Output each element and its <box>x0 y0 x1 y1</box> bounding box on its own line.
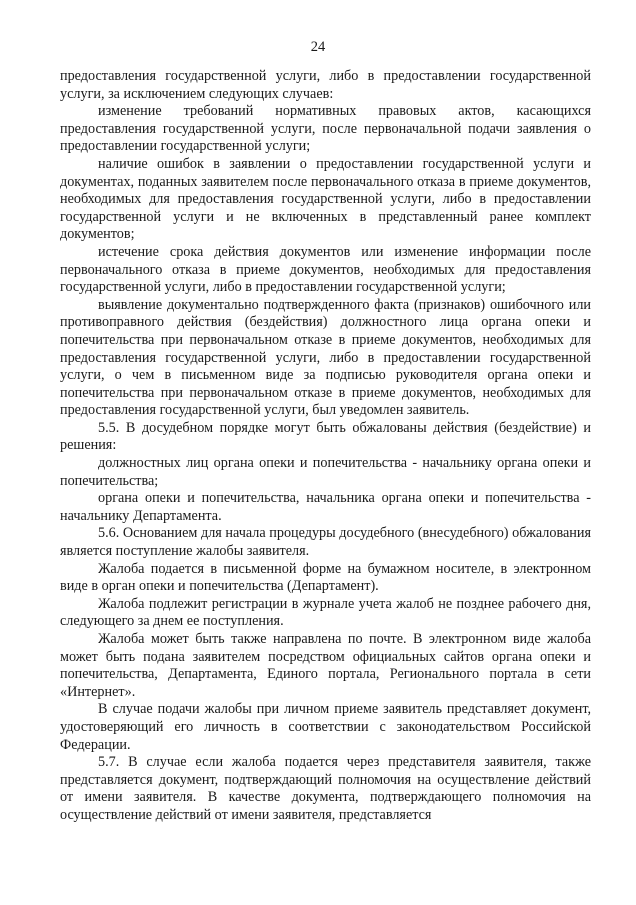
paragraph: изменение требований нормативных правовых актов, касающихся предоставления государственной услуги, после первоначальной подачи заявления о предоставлении государственной услуги; <box>60 103 591 155</box>
page-number: 24 <box>310 39 326 55</box>
paragraph: Жалоба может быть также направлена по почте. В электронном виде жалоба может быть подана заявителем посредством официальных сайтов органа опеки и попечительства, Департамента, Единого портала, Регионального портала в сети «Интернет». <box>60 631 591 700</box>
paragraph: 5.6. Основанием для начала процедуры досудебного (внесудебного) обжалования является поступление жалобы заявителя. <box>60 525 591 560</box>
paragraph: предоставления государственной услуги, либо в предоставлении государственной услуги, за исключением следующих случаев: <box>60 68 591 102</box>
paragraph: должностных лиц органа опеки и попечительства - начальнику органа опеки и попечительства; <box>60 455 591 489</box>
paragraph: В случае подачи жалобы при личном приеме заявитель представляет документ, удостоверяющий его личность в соответствии с законодательством Российской Федерации. <box>60 701 591 753</box>
paragraph: Жалоба подается в письменной форме на бумажном носителе, в электронном виде в орган опеки и попечительства (Департамент). <box>60 560 591 595</box>
document-body <box>60 68 591 825</box>
paragraph: Жалоба подлежит регистрации в журнале учета жалоб не позднее рабочего дня, следующего за днем ее поступления. <box>60 595 591 630</box>
paragraph: выявление документально подтвержденного факта (признаков) ошибочного или противоправного действия (бездействия) должностного лица органа опеки и попечительства при первоначальном отказе в приеме документов, необходимых для предоставления государственной услуги, либо в предоставлении государственной услуги, о чем в письменном виде за подписью руководителя органа опеки и попечительства при первоначальном отказе в приеме документов, необходимых для предоставления государственной услуги, был уведомлен заявитель. <box>60 296 591 419</box>
paragraph: наличие ошибок в заявлении о предоставлении государственной услуги и документах, поданных заявителем после первоначального отказа в приеме документов, необходимых для предоставления государственной услуги, либо в предоставлении государственной услуги и не включенных в представленный ранее комплект документов; <box>60 155 591 243</box>
paragraph: органа опеки и попечительства, начальника органа опеки и попечительства - начальнику Департамента. <box>60 490 591 524</box>
paragraph: 5.7. В случае если жалоба подается через представителя заявителя, также представляется документ, подтверждающий полномочия на осуществление действий от имени заявителя. В качестве документа, подтверждающего полномочия на осуществление действий от имени заявителя, представляется <box>60 754 591 823</box>
paragraph: истечение срока действия документов или изменение информации после первоначального отказа в приеме документов, необходимых для предоставления государственной услуги, либо в предоставлении государственной услуги; <box>60 243 591 296</box>
paragraph: 5.5. В досудебном порядке могут быть обжалованы действия (бездействие) и решения: <box>60 419 591 454</box>
